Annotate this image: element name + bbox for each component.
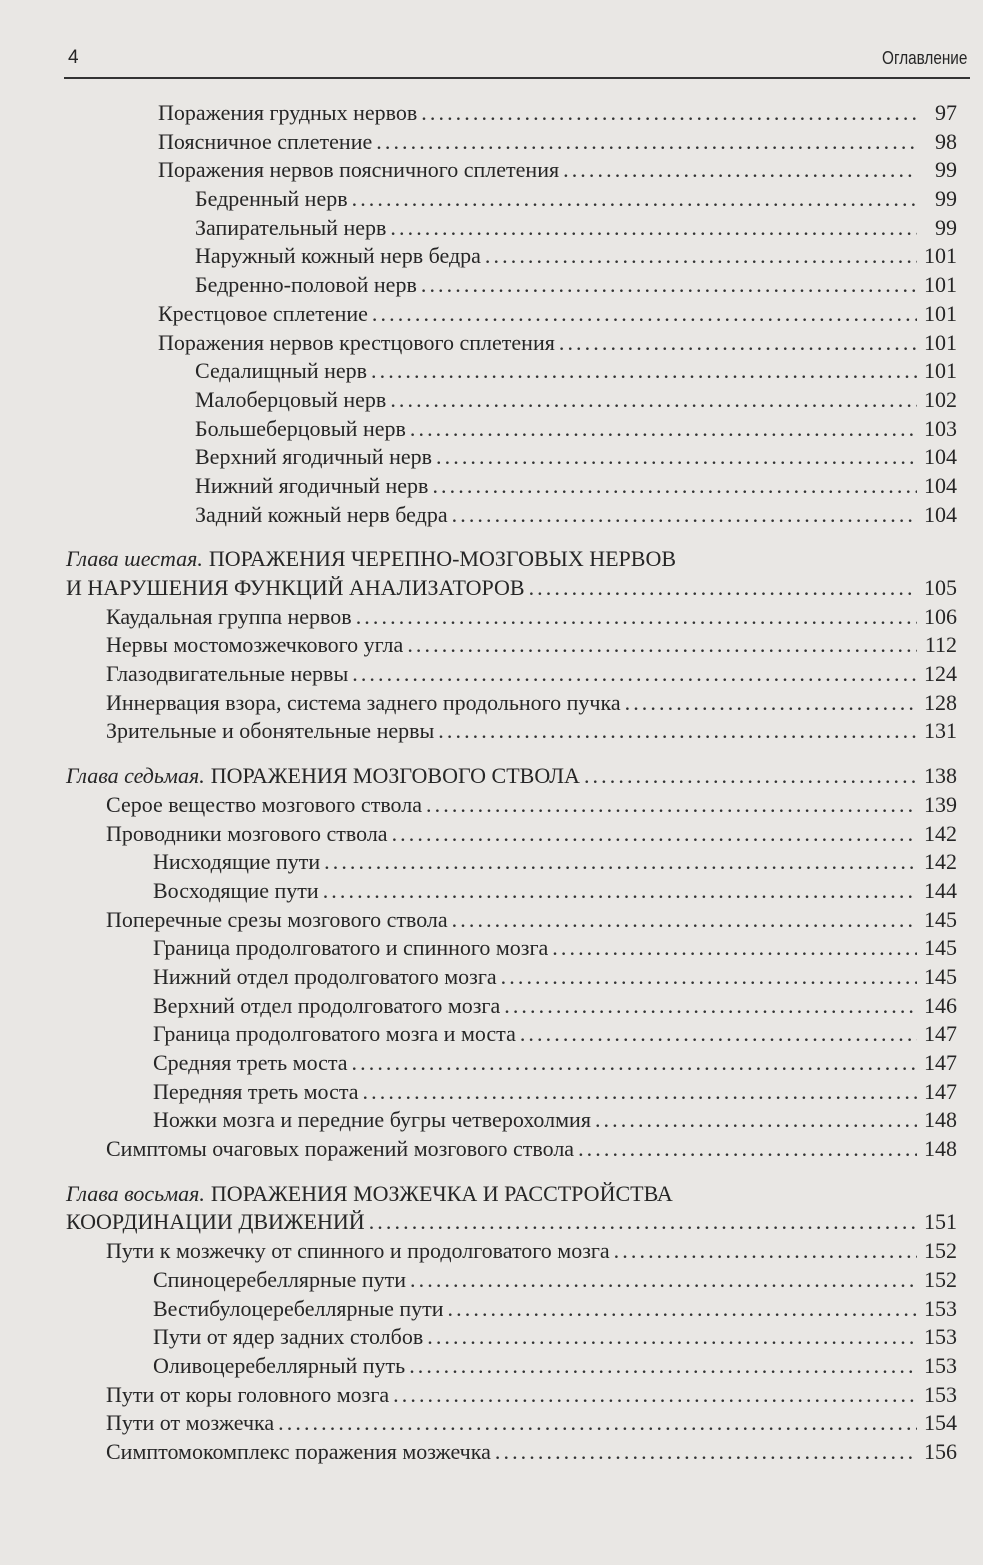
- page-ref: 147: [924, 1050, 957, 1075]
- dot-leader: [363, 1078, 917, 1107]
- dot-leader: [409, 1352, 917, 1381]
- entry-title: Нижний ягодичный нерв: [195, 472, 429, 498]
- toc-entry[interactable]: [0, 1295, 983, 1324]
- entry-title: Пути от коры головного мозга: [106, 1381, 390, 1407]
- toc-entry[interactable]: [0, 1078, 983, 1107]
- entry-title: Поражения нервов поясничного сплетения: [158, 157, 560, 183]
- chapter-heading[interactable]: [0, 762, 983, 791]
- entry-title: Восходящие пути: [153, 877, 319, 903]
- toc-entry[interactable]: [0, 128, 983, 157]
- page-ref: 148: [924, 1136, 957, 1162]
- toc-entry[interactable]: [0, 329, 983, 358]
- toc-entry[interactable]: [0, 631, 983, 660]
- page-ref: 146: [924, 992, 957, 1018]
- entry-title: Средняя треть моста: [153, 1050, 348, 1075]
- dot-leader: [352, 660, 917, 689]
- dot-leader: [393, 1381, 917, 1410]
- header-rule: [64, 77, 970, 79]
- toc-entry[interactable]: [0, 214, 983, 243]
- dot-leader: [421, 271, 917, 300]
- table-of-contents: [0, 99, 983, 1467]
- entry-title: Поясничное сплетение: [158, 128, 373, 154]
- dot-leader: [559, 329, 917, 358]
- entry-title: Пути от ядер задних столбов: [153, 1324, 424, 1350]
- chapter-title: ПОРАЖЕНИЯ ЧЕРЕПНО-МОЗГОВЫХ НЕРВОВ: [208, 546, 676, 572]
- page-ref: 99: [935, 214, 957, 240]
- entry-title: Пути к мозжечку от спинного и продолговатого мозга: [106, 1238, 610, 1264]
- page-ref: 144: [924, 877, 957, 903]
- entry-title: Бедренно-половой нерв: [195, 272, 417, 298]
- toc-entry[interactable]: [0, 501, 983, 530]
- page-ref: 101: [924, 358, 957, 384]
- dot-leader: [520, 1020, 917, 1049]
- entry-title: Иннервация взора, система заднего продольного пучка: [106, 689, 621, 715]
- toc-entry[interactable]: [0, 791, 983, 820]
- toc-entry[interactable]: [0, 689, 983, 718]
- chapter-title: И НАРУШЕНИЯ ФУНКЦИЙ АНАЛИЗАТОРОВ: [66, 575, 525, 600]
- dot-leader: [390, 214, 917, 243]
- page-ref: 148: [924, 1107, 957, 1133]
- page-ref: 151: [924, 1209, 957, 1235]
- entry-title: Верхний ягодичный нерв: [195, 444, 433, 470]
- entry-title: Каудальная группа нервов: [106, 603, 352, 629]
- entry-title: Седалищный нерв: [195, 358, 368, 384]
- dot-leader: [452, 906, 917, 935]
- toc-entry[interactable]: [0, 156, 983, 185]
- toc-entry[interactable]: [0, 443, 983, 472]
- entry-title: Передняя треть моста: [153, 1078, 359, 1104]
- dot-leader: [563, 156, 917, 185]
- dot-leader: [427, 1323, 917, 1352]
- entry-title: Нижний отдел продолговатого мозга: [153, 963, 497, 989]
- dot-leader: [278, 1409, 917, 1438]
- entry-title: Спиноцеребеллярные пути: [153, 1266, 407, 1292]
- page-ref: 101: [924, 272, 957, 298]
- entry-title: Крестцовое сплетение: [158, 300, 368, 326]
- chapter-label: Глава шестая.: [66, 546, 203, 572]
- dot-leader: [436, 443, 917, 472]
- entry-title: Серое вещество мозгового ствола: [106, 791, 423, 817]
- toc-entry[interactable]: [0, 820, 983, 849]
- chapter-title: ПОРАЖЕНИЯ МОЗГОВОГО СТВОЛА: [210, 763, 580, 789]
- entry-title: Проводники мозгового ствола: [106, 820, 388, 846]
- entry-title: Малоберцовый нерв: [195, 386, 387, 412]
- entry-title: Большеберцовый нерв: [195, 415, 406, 441]
- entry-title: Поперечные срезы мозгового ствола: [106, 906, 448, 932]
- toc-entry[interactable]: [0, 1266, 983, 1295]
- entry-title: Симптомы очаговых поражений мозгового ствола: [106, 1136, 575, 1162]
- chapter-label: Глава восьмая.: [66, 1180, 205, 1206]
- page-ref: 142: [924, 849, 957, 875]
- page-ref: 101: [924, 329, 957, 355]
- toc-section: [0, 99, 983, 529]
- page-ref: 98: [935, 128, 957, 154]
- toc-entry[interactable]: [0, 1049, 983, 1078]
- page-ref: 131: [924, 718, 957, 744]
- page-ref: 99: [935, 186, 957, 212]
- entry-title: Запирательный нерв: [195, 214, 387, 240]
- dot-leader: [323, 877, 917, 906]
- page-ref: 106: [924, 603, 957, 629]
- dot-leader: [438, 717, 917, 746]
- page-ref: 128: [924, 689, 957, 715]
- dot-leader: [372, 300, 917, 329]
- chapter-heading[interactable]: [0, 1208, 983, 1237]
- dot-leader: [392, 820, 917, 849]
- toc-entry[interactable]: [0, 992, 983, 1021]
- page-ref: 99: [935, 157, 957, 183]
- dot-leader: [352, 1049, 917, 1078]
- page-ref: 145: [924, 963, 957, 989]
- dot-leader: [578, 1135, 917, 1164]
- entry-title: Бедренный нерв: [195, 186, 348, 212]
- toc-entry[interactable]: [0, 1381, 983, 1410]
- dot-leader: [369, 1208, 917, 1237]
- dot-leader: [356, 603, 917, 632]
- toc-entry[interactable]: [0, 660, 983, 689]
- page-ref: 142: [924, 820, 957, 846]
- toc-entry[interactable]: [0, 1135, 983, 1164]
- toc-entry[interactable]: [0, 300, 983, 329]
- page-ref: 153: [924, 1324, 957, 1350]
- entry-title: Граница продолговатого и спинного мозга: [153, 935, 549, 961]
- page-ref: 154: [924, 1410, 957, 1436]
- page-ref: 147: [924, 1078, 957, 1104]
- toc-section: [0, 762, 983, 1164]
- entry-title: Поражения нервов крестцового сплетения: [158, 329, 555, 355]
- dot-leader: [501, 963, 917, 992]
- entry-title: Глазодвигательные нервы: [106, 661, 349, 687]
- chapter-title: ПОРАЖЕНИЯ МОЗЖЕЧКА И РАССТРОЙСТВА: [210, 1180, 673, 1206]
- toc-entry[interactable]: [0, 357, 983, 386]
- page-ref: 152: [924, 1266, 957, 1292]
- toc-entry[interactable]: [0, 271, 983, 300]
- chapter-heading[interactable]: [0, 545, 983, 574]
- page-ref: 138: [924, 763, 957, 789]
- page-ref: 101: [924, 300, 957, 326]
- page-ref: 139: [924, 791, 957, 817]
- dot-leader: [376, 128, 917, 157]
- dot-leader: [410, 415, 917, 444]
- toc-entry[interactable]: [0, 603, 983, 632]
- dot-leader: [452, 501, 917, 530]
- page-ref: 153: [924, 1381, 957, 1407]
- toc-entry[interactable]: [0, 472, 983, 501]
- chapter-heading[interactable]: [0, 1180, 983, 1209]
- entry-title: Вестибулоцеребеллярные пути: [153, 1295, 444, 1321]
- page-ref: 105: [924, 575, 957, 600]
- dot-leader: [371, 357, 917, 386]
- page-ref: 101: [924, 243, 957, 269]
- dot-leader: [495, 1438, 917, 1467]
- toc-entry[interactable]: [0, 1352, 983, 1381]
- dot-leader: [448, 1295, 917, 1324]
- entry-title: Ножки мозга и передние бугры четверохолмия: [153, 1107, 591, 1133]
- page-ref: 104: [924, 501, 957, 527]
- running-header-title: Оглавление: [881, 48, 967, 68]
- toc-entry[interactable]: [0, 1106, 983, 1135]
- chapter-heading[interactable]: [0, 574, 983, 603]
- page-ref: 103: [924, 415, 957, 441]
- page-ref: 97: [935, 100, 957, 125]
- toc-entry[interactable]: [0, 934, 983, 963]
- page-number: 4: [68, 47, 79, 68]
- page-ref: 147: [924, 1021, 957, 1047]
- toc-entry[interactable]: [0, 1323, 983, 1352]
- dot-leader: [410, 1266, 917, 1295]
- entry-title: Оливоцеребеллярный путь: [153, 1352, 406, 1378]
- entry-title: Нисходящие пути: [153, 849, 321, 875]
- entry-title: Поражения грудных нервов: [158, 100, 418, 125]
- page-ref: 124: [924, 661, 957, 687]
- dot-leader: [529, 574, 917, 603]
- toc-entry[interactable]: [0, 1409, 983, 1438]
- toc-entry[interactable]: [0, 906, 983, 935]
- page-ref: 104: [924, 444, 957, 470]
- toc-entry[interactable]: [0, 99, 983, 128]
- entry-title: Симптомокомплекс поражения мозжечка: [106, 1438, 491, 1464]
- page-ref: 102: [924, 386, 957, 412]
- page-ref: 104: [924, 472, 957, 498]
- page-ref: 145: [924, 906, 957, 932]
- dot-leader: [407, 631, 917, 660]
- toc-entry[interactable]: [0, 1237, 983, 1266]
- page-ref: 153: [924, 1352, 957, 1378]
- toc-entry[interactable]: [0, 185, 983, 214]
- dot-leader: [584, 762, 917, 791]
- toc-entry[interactable]: [0, 717, 983, 746]
- toc-entry[interactable]: [0, 242, 983, 271]
- toc-entry[interactable]: [0, 963, 983, 992]
- dot-leader: [432, 472, 917, 501]
- dot-leader: [625, 689, 917, 718]
- dot-leader: [390, 386, 917, 415]
- dot-leader: [552, 934, 917, 963]
- page-ref: 112: [924, 632, 957, 658]
- toc-entry[interactable]: [0, 415, 983, 444]
- chapter-title: КООРДИНАЦИИ ДВИЖЕНИЙ: [66, 1209, 365, 1235]
- dot-leader: [324, 848, 917, 877]
- dot-leader: [614, 1237, 917, 1266]
- chapter-label: Глава седьмая.: [66, 763, 205, 789]
- dot-leader: [426, 791, 917, 820]
- entry-title: Зрительные и обонятельные нервы: [106, 718, 435, 744]
- toc-entry[interactable]: [0, 877, 983, 906]
- toc-entry[interactable]: [0, 1438, 983, 1467]
- entry-title: Наружный кожный нерв бедра: [195, 243, 481, 269]
- entry-title: Граница продолговатого мозга и моста: [153, 1021, 516, 1047]
- toc-entry[interactable]: [0, 386, 983, 415]
- dot-leader: [352, 185, 917, 214]
- dot-leader: [485, 242, 917, 271]
- dot-leader: [421, 99, 917, 128]
- entry-title: Верхний отдел продолговатого мозга: [153, 992, 501, 1018]
- toc-entry[interactable]: [0, 1020, 983, 1049]
- entry-title: Пути от мозжечка: [106, 1410, 275, 1436]
- entry-title: Задний кожный нерв бедра: [195, 501, 448, 527]
- toc-entry[interactable]: [0, 848, 983, 877]
- toc-section: [0, 1180, 983, 1467]
- page-ref: 156: [924, 1438, 957, 1464]
- dot-leader: [504, 992, 917, 1021]
- toc-section: [0, 545, 983, 746]
- dot-leader: [595, 1106, 917, 1135]
- page-ref: 145: [924, 935, 957, 961]
- entry-title: Нервы мостомозжечкового угла: [106, 632, 404, 658]
- page-ref: 152: [924, 1238, 957, 1264]
- page-ref: 153: [924, 1295, 957, 1321]
